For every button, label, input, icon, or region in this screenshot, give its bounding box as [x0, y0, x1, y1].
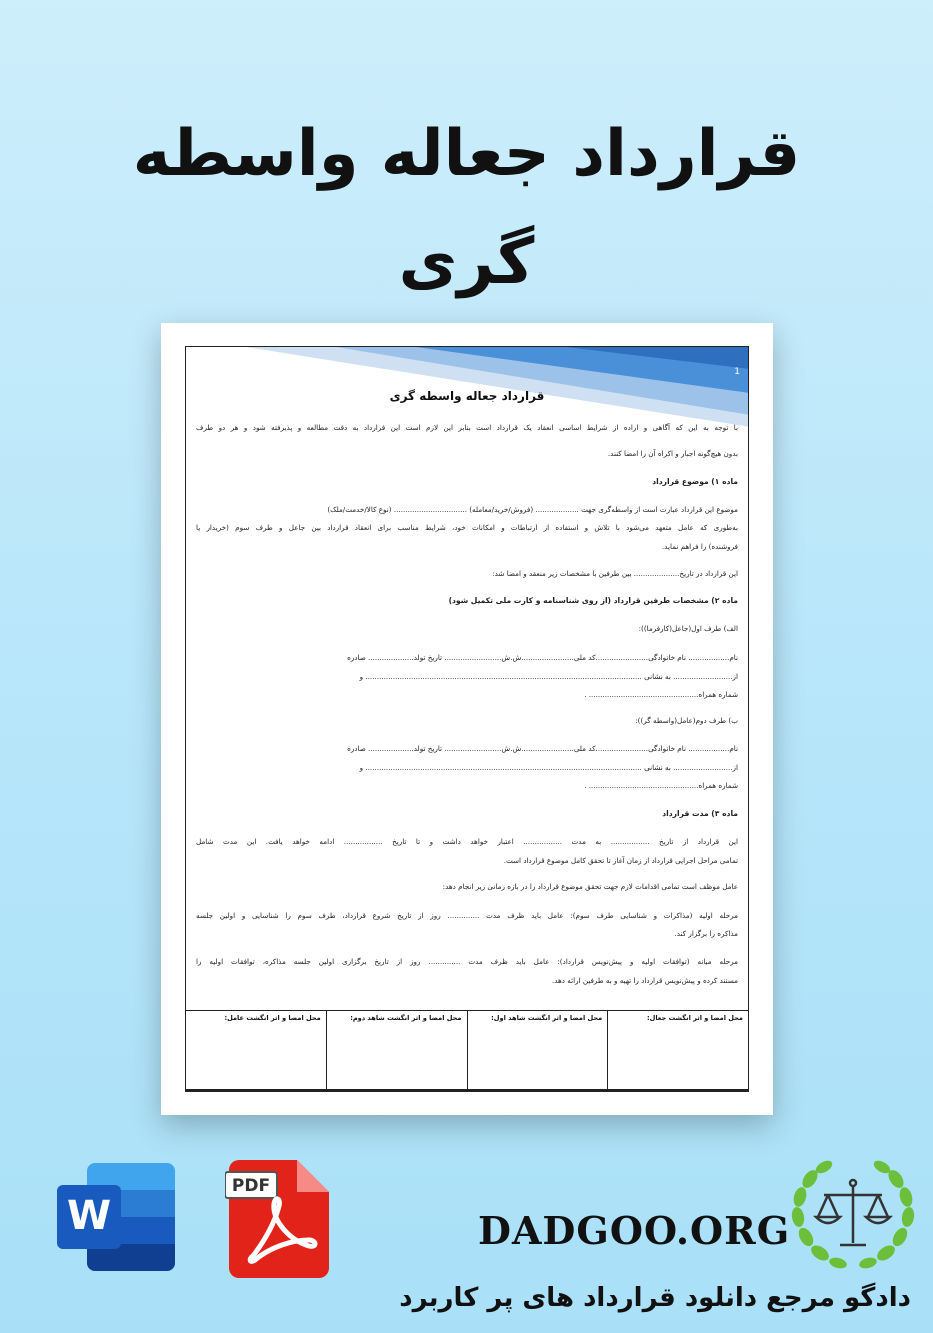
form-line: شماره همراه................................................ .	[584, 781, 738, 790]
signature-cell-agent: محل امضا و اثر انگشت عامل:	[224, 1014, 321, 1022]
frame-bottom-rule	[186, 1089, 748, 1091]
body-line: موضوع این قرارداد عبارت است از واسطه‌گری جهت ................... (فروش/خرید/معامله) ................................ (نوع کالا/خدمت/ملک)	[327, 505, 738, 514]
justice-scale-logo-icon	[788, 1155, 918, 1273]
header-ribbon	[186, 347, 749, 427]
section-heading: ماده ۱) موضوع قرارداد	[652, 477, 738, 486]
section-heading: ماده ۳) مدت قرارداد	[662, 809, 738, 818]
signature-cell-employer: محل امضا و اثر انگشت جعال:	[607, 1011, 748, 1091]
body-line: الف) طرف اول(جاعل(کارفرما)):	[638, 624, 738, 633]
body-line: با توجه به این که آگاهی و اراده از شرایط اساسی انعقاد یک قرارداد است بنابر این لازم است این قرارداد به دقت مطالعه و پذیرفته شود و هر دو طرف	[196, 423, 738, 432]
document-preview	[161, 323, 773, 1115]
section-heading: ماده ۲) مشخصات طرفین قرارداد (از روی شناسنامه و کارت ملی تکمیل شود)	[448, 596, 738, 605]
body-line: این قرارداد از تاریخ ................. به مدت ................. اعتبار خواهد داشت و تا تاریخ ................. ادامه خواهد یافت. این مدت شامل	[196, 837, 738, 846]
body-line: به‌طوری که عامل متعهد می‌شود با تلاش و استفاده از ارتباطات و امکانات خود، شرایط مناسب برای انعقاد قرارداد بین جاعل و طرف سوم (خریدار یا	[196, 523, 738, 532]
pdf-label: PDF	[231, 1176, 271, 1196]
cover-title-line1: قرارداد جعاله واسطه	[132, 117, 801, 191]
body-line: تمامی مراحل اجرایی قرارداد از زمان آغاز تا تحقق کامل موضوع قرارداد است.	[503, 856, 738, 865]
signature-cell-witness-2: محل امضا و اثر انگشت شاهد دوم:	[326, 1011, 467, 1091]
pdf-icon[interactable]	[225, 1160, 329, 1278]
cover-title-line2: گری	[398, 225, 535, 299]
word-icon[interactable]	[57, 1163, 175, 1271]
form-line: شماره همراه................................................ .	[584, 690, 738, 699]
body-line: مذاکره را برگزار کند.	[674, 929, 738, 938]
form-line: نام.................. نام خانوادگی.......................کد ملی.......................ش.ش......................... تاریخ تولد.................... صادره	[347, 744, 738, 753]
form-line: نام.................. نام خانوادگی.......................کد ملی.......................ش.ش......................... تاریخ تولد.................... صادره	[347, 653, 738, 662]
signature-cell-witness-1: محل امضا و اثر انگشت شاهد اول:	[467, 1011, 608, 1091]
site-name[interactable]: DADGOO.ORG	[478, 1208, 791, 1253]
form-line: از.......................... به نشانی ......................................................................................................................... و	[359, 672, 738, 681]
document-title: قرارداد جعاله واسطه گری	[389, 389, 545, 403]
body-line: ب) طرف دوم(عامل(واسطه گر)):	[635, 716, 738, 725]
word-letter: W	[66, 1193, 112, 1239]
document-frame	[185, 346, 749, 1092]
site-tagline: دادگو مرجع دانلود قرارداد های پر کاربرد	[399, 1283, 911, 1313]
body-line: این قرارداد در تاریخ.................... بین طرفین با مشخصات زیر منعقد و امضا شد:	[492, 569, 738, 578]
page-number: 1	[734, 367, 740, 377]
body-line: مستند کرده و پیش‌نویس قرارداد را تهیه و به طرفین ارائه دهد.	[551, 976, 738, 985]
body-line: عامل موظف است تمامی اقدامات لازم جهت تحقق موضوع قرارداد را در بازه زمانی زیر انجام دهد:	[442, 882, 738, 891]
signature-table	[186, 1010, 748, 1092]
form-line: از.......................... به نشانی ......................................................................................................................... و	[359, 763, 738, 772]
body-line: فروشنده) را فراهم نماید.	[661, 542, 738, 551]
cover-title	[60, 100, 873, 316]
body-line: مرحله اولیه (مذاکرات و شناسایی طرف سوم): عامل باید ظرف مدت .............. روز از تاریخ شروع قرارداد، طرف سوم را شناسایی و اولین جلسه	[196, 911, 738, 920]
body-line: مرحله میانه (توافقات اولیه و پیش‌نویس قرارداد): عامل باید ظرف مدت .............. روز از تاریخ برگزاری اولین جلسه مذاکره، توافقات اولیه را	[196, 957, 738, 966]
body-line: بدون هیچ‌گونه اجبار و اکراه آن را امضا کنند.	[607, 449, 738, 458]
